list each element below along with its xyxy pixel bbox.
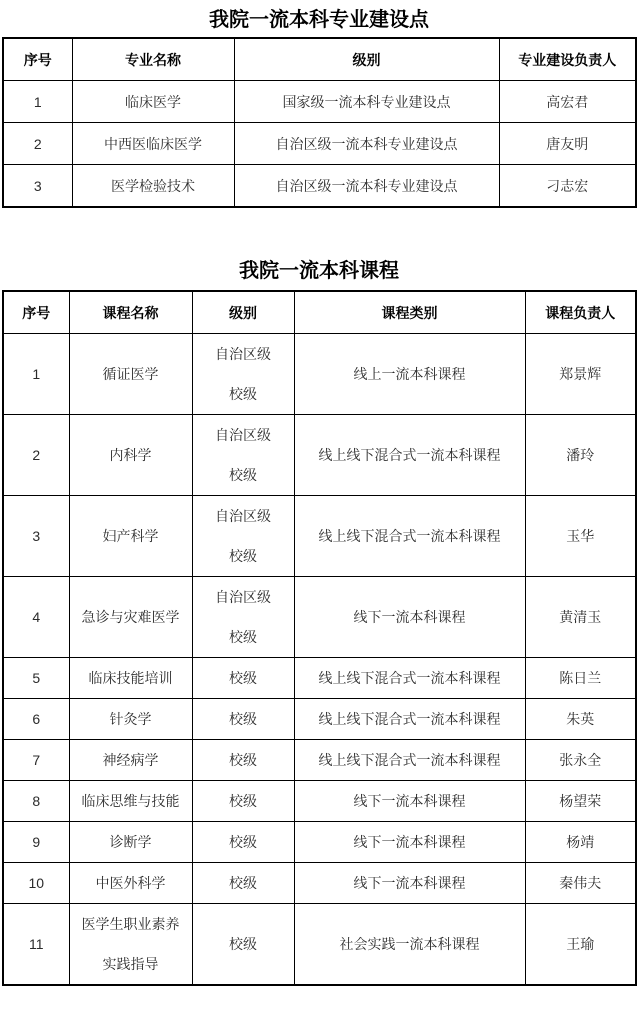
column-header-no: 序号 xyxy=(3,38,72,81)
table-cell: 中西医临床医学 xyxy=(72,123,234,165)
table-cell: 校级 xyxy=(192,699,294,740)
table-row xyxy=(3,699,636,740)
cell-line: 自治区级 xyxy=(215,589,271,605)
column-header-level: 级别 xyxy=(192,291,294,334)
table-row xyxy=(3,658,636,699)
cell-line: 校级 xyxy=(229,467,257,483)
table-cell: 高宏君 xyxy=(499,81,636,123)
table-row xyxy=(3,904,636,986)
table-cell: 陈日兰 xyxy=(525,658,636,699)
cell-line: 校级 xyxy=(229,548,257,564)
column-header-major-name: 专业名称 xyxy=(72,38,234,81)
table-cell: 9 xyxy=(3,822,69,863)
table-cell: 线上线下混合式一流本科课程 xyxy=(294,658,525,699)
table-header-row xyxy=(3,291,636,334)
table-cell xyxy=(192,415,294,496)
table-cell: 3 xyxy=(3,165,72,208)
table-cell: 自治区级一流本科专业建设点 xyxy=(234,123,499,165)
table-cell xyxy=(69,904,192,986)
table-cell: 线上线下混合式一流本科课程 xyxy=(294,496,525,577)
cell-line: 校级 xyxy=(229,386,257,402)
table-cell: 妇产科学 xyxy=(69,496,192,577)
table-cell: 诊断学 xyxy=(69,822,192,863)
table-cell: 线下一流本科课程 xyxy=(294,863,525,904)
table-cell: 内科学 xyxy=(69,415,192,496)
first-class-majors-table xyxy=(2,37,637,208)
cell-line: 自治区级 xyxy=(215,508,271,524)
table-row xyxy=(3,415,636,496)
table-cell: 杨望荣 xyxy=(525,781,636,822)
table-cell: 4 xyxy=(3,577,69,658)
table-cell: 临床技能培训 xyxy=(69,658,192,699)
table-header-row xyxy=(3,38,636,81)
table-row xyxy=(3,81,636,123)
table-row xyxy=(3,781,636,822)
table-cell: 秦伟夫 xyxy=(525,863,636,904)
cell-line: 实践指导 xyxy=(102,956,159,972)
table-cell xyxy=(192,577,294,658)
table-cell: 针灸学 xyxy=(69,699,192,740)
table-cell: 唐友明 xyxy=(499,123,636,165)
table-cell: 循证医学 xyxy=(69,334,192,415)
table-row xyxy=(3,577,636,658)
table-cell: 7 xyxy=(3,740,69,781)
table-cell: 校级 xyxy=(192,822,294,863)
table-cell: 校级 xyxy=(192,904,294,986)
column-header-major-leader: 专业建设负责人 xyxy=(499,38,636,81)
column-header-course-name: 课程名称 xyxy=(69,291,192,334)
table-cell: 校级 xyxy=(192,863,294,904)
table-cell: 线下一流本科课程 xyxy=(294,822,525,863)
table-cell: 2 xyxy=(3,123,72,165)
table-row xyxy=(3,822,636,863)
table-cell: 3 xyxy=(3,496,69,577)
majors-table-title: 我院一流本科专业建设点 xyxy=(209,9,429,31)
table-cell: 国家级一流本科专业建设点 xyxy=(234,81,499,123)
table-cell: 校级 xyxy=(192,781,294,822)
table-cell: 医学检验技术 xyxy=(72,165,234,208)
table-cell: 王瑜 xyxy=(525,904,636,986)
table-row xyxy=(3,334,636,415)
table-cell: 自治区级一流本科专业建设点 xyxy=(234,165,499,208)
table-cell: 线上线下混合式一流本科课程 xyxy=(294,699,525,740)
table-cell: 临床思维与技能 xyxy=(69,781,192,822)
table-cell: 刁志宏 xyxy=(499,165,636,208)
table-cell: 线上线下混合式一流本科课程 xyxy=(294,740,525,781)
first-class-courses-table xyxy=(2,290,637,986)
table-cell: 临床医学 xyxy=(72,81,234,123)
table-cell: 1 xyxy=(3,334,69,415)
table-cell: 线下一流本科课程 xyxy=(294,781,525,822)
table-row xyxy=(3,863,636,904)
table-cell: 急诊与灾难医学 xyxy=(69,577,192,658)
cell-line: 校级 xyxy=(229,629,257,645)
table-cell: 校级 xyxy=(192,658,294,699)
cell-line: 医学生职业素养 xyxy=(81,916,180,932)
table-row xyxy=(3,740,636,781)
table-cell: 6 xyxy=(3,699,69,740)
cell-line: 自治区级 xyxy=(215,346,271,362)
table-cell: 杨靖 xyxy=(525,822,636,863)
table-cell: 中医外科学 xyxy=(69,863,192,904)
table-cell xyxy=(192,334,294,415)
cell-line: 自治区级 xyxy=(215,427,271,443)
table-cell: 2 xyxy=(3,415,69,496)
table-cell: 张永全 xyxy=(525,740,636,781)
table-cell: 朱英 xyxy=(525,699,636,740)
table-row xyxy=(3,165,636,208)
column-header-level: 级别 xyxy=(234,38,499,81)
table-cell: 潘玲 xyxy=(525,415,636,496)
table-cell: 社会实践一流本科课程 xyxy=(294,904,525,986)
table-cell: 神经病学 xyxy=(69,740,192,781)
table-cell: 8 xyxy=(3,781,69,822)
table-cell: 1 xyxy=(3,81,72,123)
table-cell: 线下一流本科课程 xyxy=(294,577,525,658)
table-cell: 黄清玉 xyxy=(525,577,636,658)
table-cell: 线上线下混合式一流本科课程 xyxy=(294,415,525,496)
column-header-course-type: 课程类别 xyxy=(294,291,525,334)
courses-table-title: 我院一流本科课程 xyxy=(239,260,399,282)
table-cell xyxy=(192,496,294,577)
table-row xyxy=(3,123,636,165)
table-cell: 玉华 xyxy=(525,496,636,577)
table-cell: 10 xyxy=(3,863,69,904)
table-cell: 线上一流本科课程 xyxy=(294,334,525,415)
table-row xyxy=(3,496,636,577)
table-cell: 11 xyxy=(3,904,69,986)
table-cell: 郑景辉 xyxy=(525,334,636,415)
column-header-course-leader: 课程负责人 xyxy=(525,291,636,334)
column-header-no: 序号 xyxy=(3,291,69,334)
table-cell: 5 xyxy=(3,658,69,699)
table-cell: 校级 xyxy=(192,740,294,781)
